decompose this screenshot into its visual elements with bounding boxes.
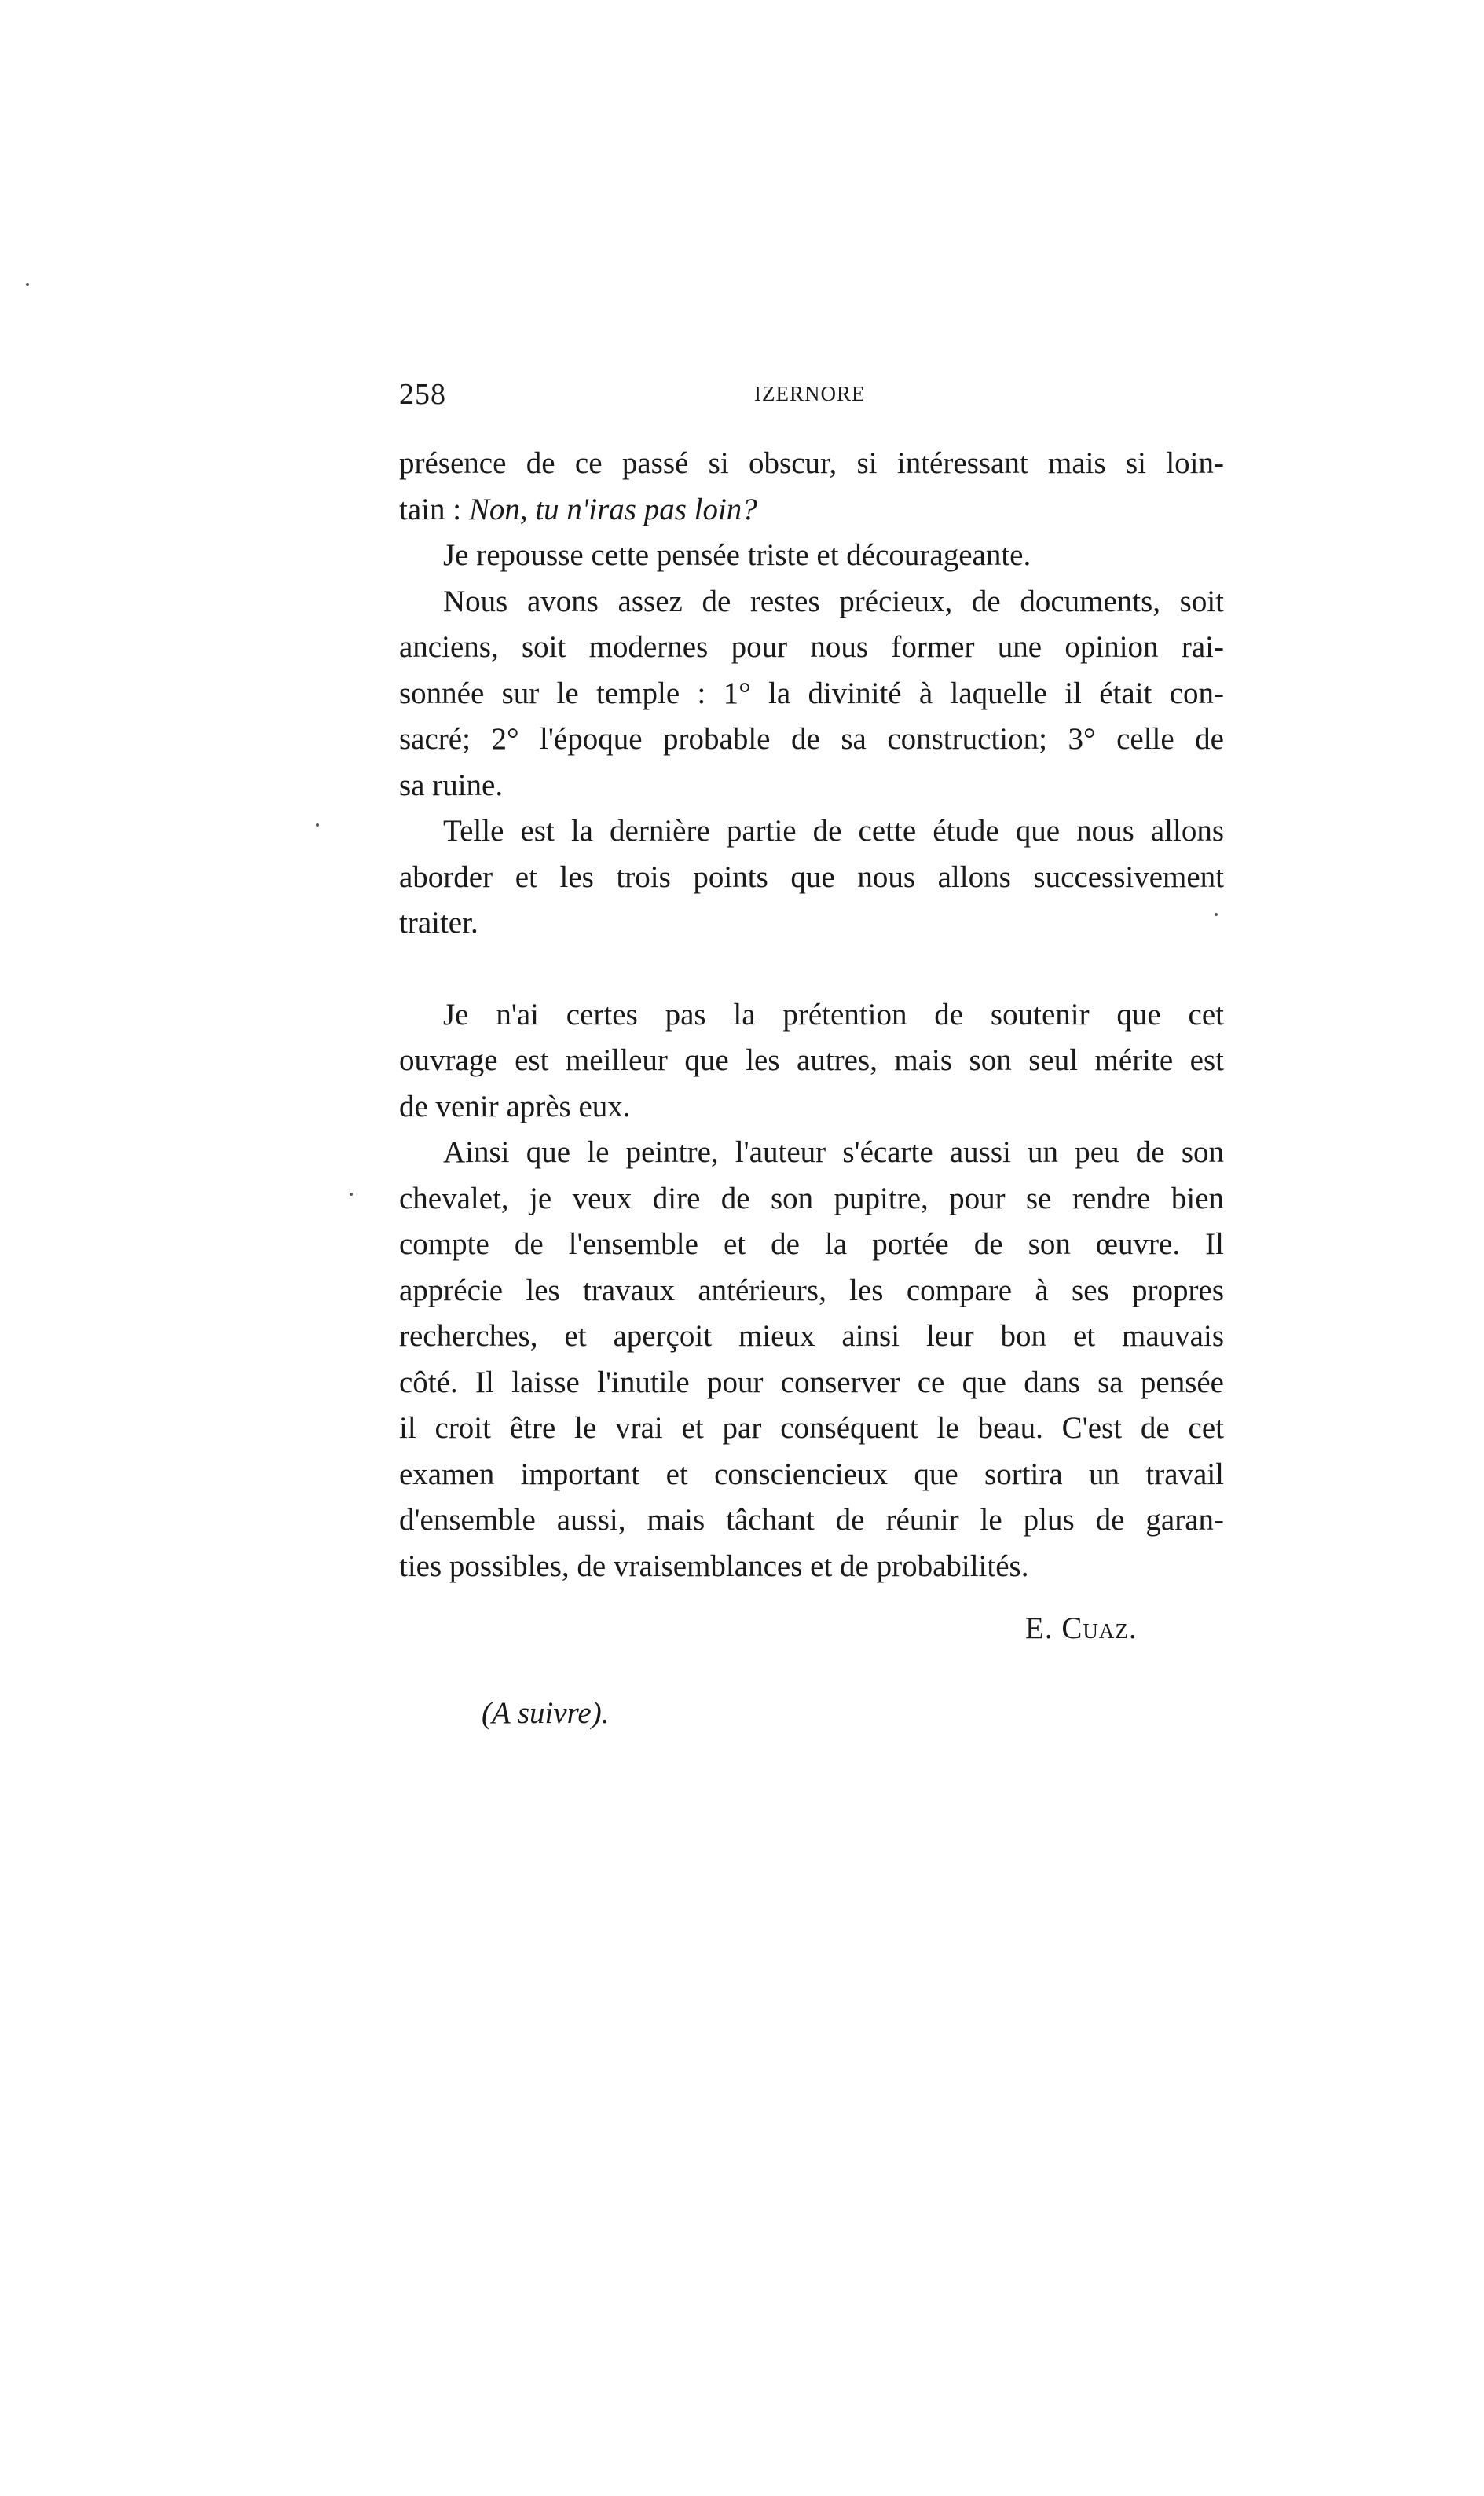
signature-initial: E. [1025, 1611, 1053, 1645]
text-line: Je repousse cette pensée triste et décourageante. [443, 538, 1031, 572]
text-line: présence de ce passé si obscur, si intéressant mais si loin- [399, 446, 1224, 480]
text-line: de venir après eux. [399, 1089, 631, 1123]
paragraph-5 [399, 992, 1224, 1131]
text-line: sa ruine. [399, 768, 504, 802]
text-line: côté. Il laisse l'inutile pour conserver ce que dans sa pensée [399, 1365, 1224, 1399]
author-signature [1025, 1611, 1138, 1646]
to-follow-text: (A suivre). [482, 1696, 610, 1730]
running-title: IZERNORE [754, 382, 866, 405]
paragraph-1 [399, 441, 1224, 533]
text-line: il croit être le vrai et par conséquent le beau. C'est de cet [399, 1411, 1224, 1445]
text-line: anciens, soit modernes pour nous former une opinion rai- [399, 630, 1224, 664]
text-line: Ainsi que le peintre, l'auteur s'écarte aussi un peu de son [443, 1135, 1224, 1169]
scan-speck [316, 823, 319, 827]
text-line: apprécie les travaux antérieurs, les compare à ses propres [399, 1273, 1224, 1307]
text-line: ouvrage est meilleur que les autres, mais son seul mérite est [399, 1043, 1224, 1077]
text-line: traiter. [399, 906, 478, 940]
scan-speck [350, 1193, 353, 1196]
text-line: chevalet, je veux dire de son pupitre, pour se rendre bien [399, 1181, 1224, 1215]
text-line: d'ensemble aussi, mais tâchant de réunir le plus de garan- [399, 1503, 1224, 1537]
scan-speck [26, 283, 29, 286]
text-line: Je n'ai certes pas la prétention de soutenir que cet [443, 997, 1224, 1032]
text-line [399, 487, 1224, 533]
text-line-start: tain : [399, 492, 469, 526]
page-header [399, 377, 1224, 424]
paragraph-4 [399, 808, 1224, 947]
text-line: sacré; 2° l'époque probable de sa construction; 3° celle de [399, 722, 1224, 756]
text-line: aborder et les trois points que nous allons successivement [399, 859, 1224, 894]
text-line: sonnée sur le temple : 1° la divinité à laquelle il était con- [399, 676, 1224, 710]
text-line: recherches, et aperçoit mieux ainsi leur bon et mauvais [399, 1319, 1224, 1353]
paragraph-6 [399, 1130, 1224, 1589]
text-line: Nous avons assez de restes précieux, de documents, soit [443, 584, 1224, 618]
body-text [399, 441, 1224, 1589]
page-number: 258 [399, 378, 446, 411]
text-line: ties possibles, de vraisemblances et de probabilités. [399, 1549, 1029, 1583]
paragraph-3 [399, 579, 1224, 809]
text-line: Telle est la dernière partie de cette étude que nous allons [443, 814, 1224, 848]
text-line: examen important et consciencieux que sortira un travail [399, 1457, 1224, 1491]
to-be-continued-note [482, 1695, 609, 1731]
italic-quote: Non, tu n'iras pas loin? [468, 492, 757, 526]
paragraph-2 [399, 533, 1224, 579]
scan-speck [1215, 913, 1218, 916]
signature-name: Cuaz. [1061, 1611, 1138, 1645]
text-line: compte de l'ensemble et de la portée de son œuvre. Il [399, 1227, 1224, 1261]
